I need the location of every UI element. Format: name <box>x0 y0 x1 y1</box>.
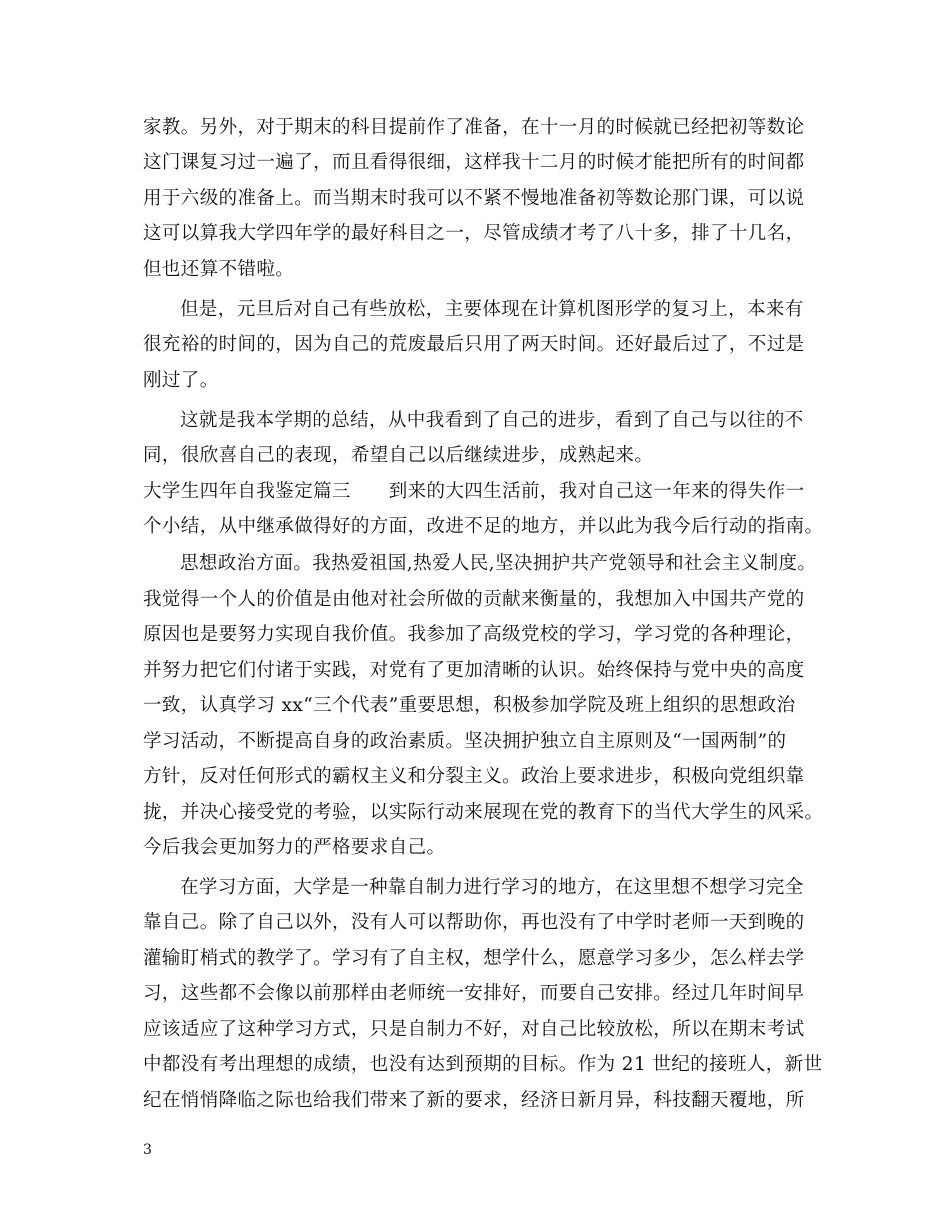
text-line: 同，很欣喜自己的表现，希望自己以后继续进步，成熟起来。 <box>143 445 654 466</box>
text-line: 今后我会更加努力的严格要求自己。 <box>143 837 446 858</box>
paragraph-start-line: 思想政治方面。我热爱祖国,热爱人民,坚决拥护共产党领导和社会主义制度。 <box>180 553 817 574</box>
text-line: 用于六级的准备上。而当期末时我可以不紧不慢地准备初等数论那门课，可以说 <box>143 188 805 209</box>
text-line: 一致，认真学习 xx“三个代表”重要思想，积极参加学院及班上组织的思想政治 <box>143 695 796 716</box>
text-line: 学习活动，不断提高自身的政治素质。坚决拥护独立自主原则及“一国两制”的 <box>143 731 787 752</box>
text-line: 原因也是要努力实现自我价值。我参加了高级党校的学习，学习党的各种理论， <box>143 624 805 645</box>
text-line: 应该适应了这种学习方式，只是自制力不好，对自己比较放松，所以在期末考试 <box>143 1019 805 1040</box>
text-line: 我觉得一个人的价值是由他对社会所做的贡献来衡量的，我想加入中国共产党的 <box>143 589 805 610</box>
text-line: 很充裕的时间的，因为自己的荒废最后只用了两天时间。还好最后过了，不过是 <box>143 334 805 355</box>
text-line: 拢，并决心接受党的考验，以实际行动来展现在党的教育下的当代大学生的风采。 <box>143 802 824 823</box>
text-line: 中都没有考出理想的成绩，也没有达到预期的目标。作为 21 世纪的接班人，新世 <box>143 1054 823 1075</box>
text-line: 并努力把它们付诸于实践，对党有了更加清晰的认识。始终保持与党中央的高度 <box>143 660 805 681</box>
text-line: 家教。另外，对于期末的科目提前作了准备，在十一月的时候就已经把初等数论 <box>143 117 805 138</box>
text-line: 刚过了。 <box>143 370 219 391</box>
text-line: 纪在悄悄降临之际也给我们带来了新的要求，经济日新月异，科技翻天覆地，所 <box>143 1090 805 1111</box>
text-line: 这门课复习过一遍了，而且看得很细，这样我十二月的时候才能把所有的时间都 <box>143 152 805 173</box>
section-heading-line: 大学生四年自我鉴定篇三 到来的大四生活前，我对自己这一年来的得失作一 <box>143 481 805 502</box>
text-line: 习，这些都不会像以前那样由老师统一安排好，而要自己安排。经过几年时间早 <box>143 983 805 1004</box>
text-line: 靠自己。除了自己以外，没有人可以帮助你，再也没有了中学时老师一天到晚的 <box>143 912 805 933</box>
text-line: 方针，反对任何形式的霸权主义和分裂主义。政治上要求进步，积极向党组织靠 <box>143 766 805 787</box>
text-line: 这可以算我大学四年学的最好科目之一，尽管成绩才考了八十多，排了十几名， <box>143 223 805 244</box>
text-line: 但也还算不错啦。 <box>143 259 295 280</box>
text-line: 个小结，从中继承做得好的方面，改进不足的地方，并以此为我今后行动的指南。 <box>143 516 824 537</box>
paragraph-start-line: 但是，元旦后对自己有些放松，主要体现在计算机图形学的复习上，本来有 <box>180 299 804 320</box>
paragraph-start-line: 在学习方面，大学是一种靠自制力进行学习的地方，在这里想不想学习完全 <box>180 877 804 898</box>
text-line: 灌输盯梢式的教学了。学习有了自主权，想学什么，愿意学习多少，怎么样去学 <box>143 948 805 969</box>
paragraph-start-line: 这就是我本学期的总结，从中我看到了自己的进步，看到了自己与以往的不 <box>180 410 804 431</box>
page-number: 3 <box>143 1142 152 1158</box>
